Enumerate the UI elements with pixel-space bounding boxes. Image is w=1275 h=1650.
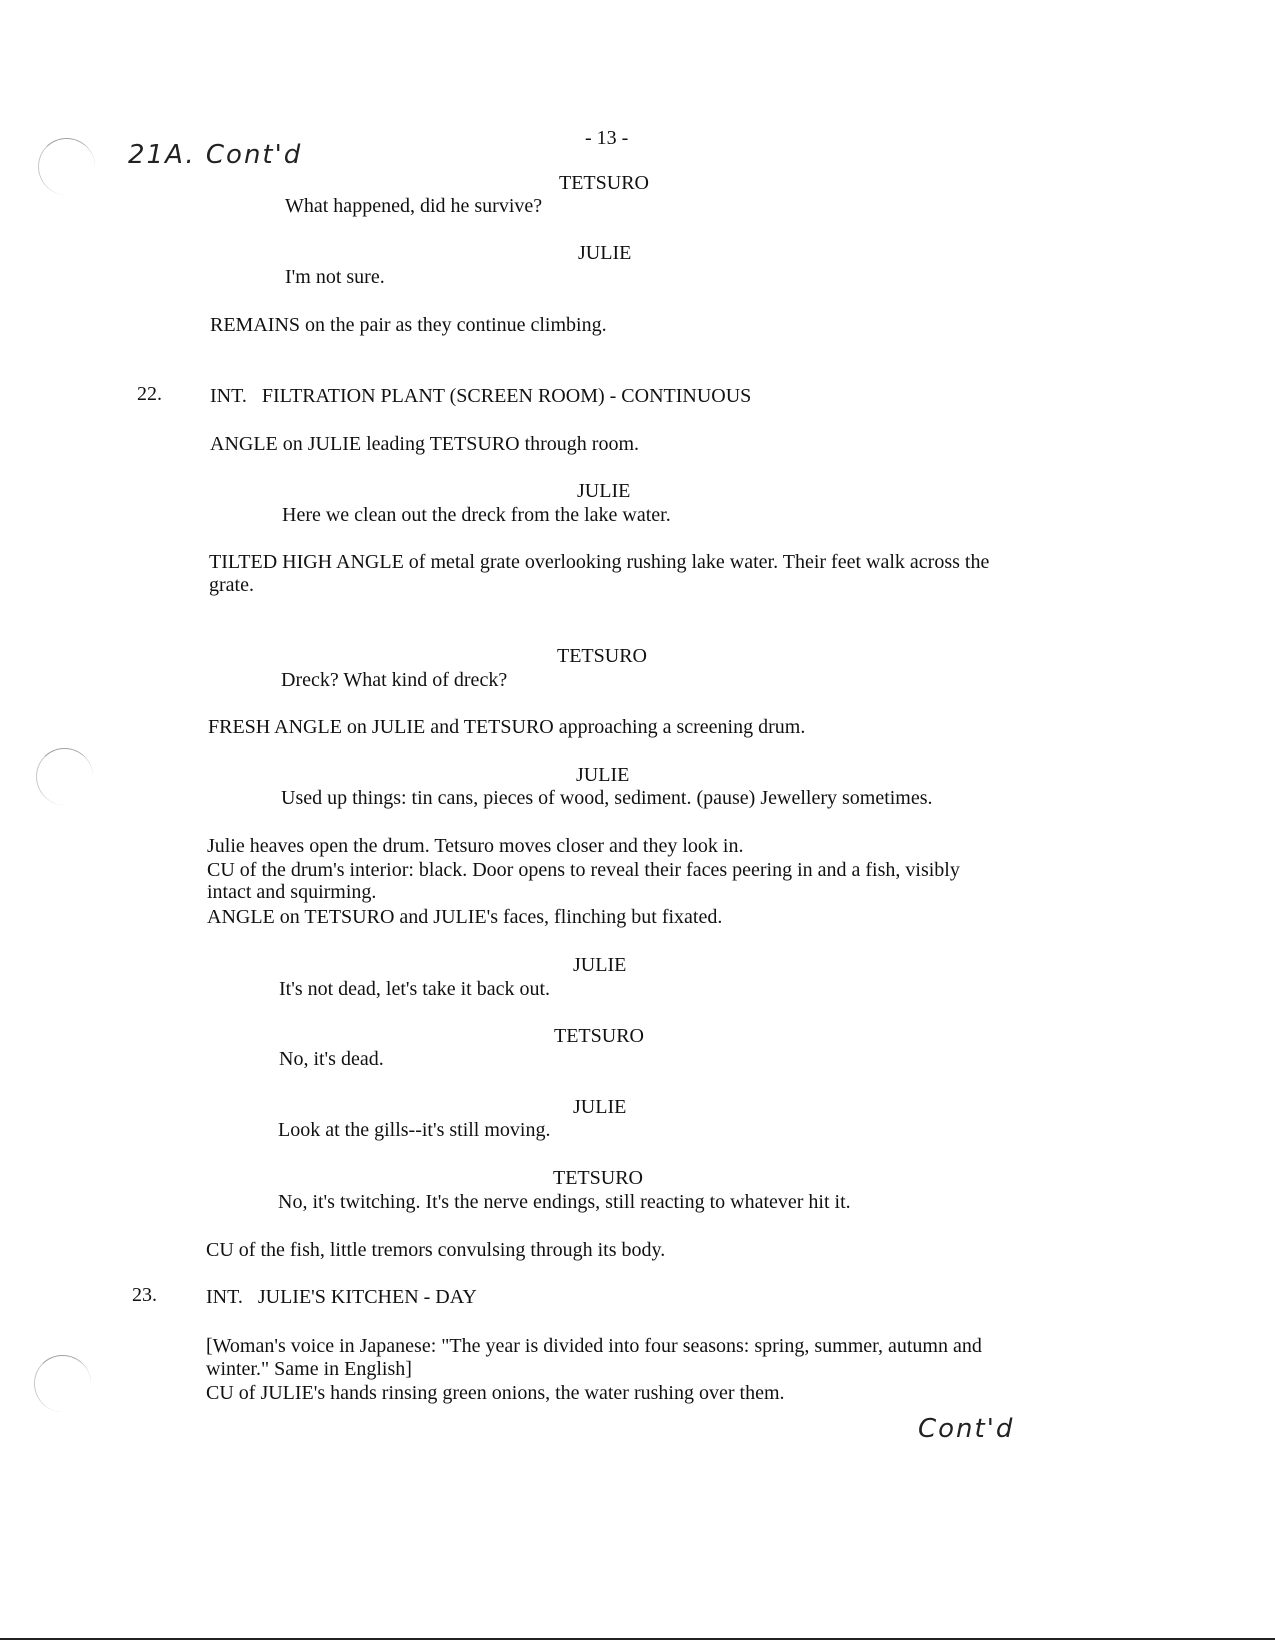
page-number: - 13 - [585, 127, 629, 149]
dialogue-line: No, it's twitching. It's the nerve endings, still reacting to whatever hit it. [278, 1191, 851, 1213]
dialogue-line: I'm not sure. [285, 266, 385, 288]
action-line: TILTED HIGH ANGLE of metal grate overlooking rushing lake water. Their feet walk across the [209, 551, 990, 573]
character-cue: TETSURO [554, 1025, 644, 1047]
scene-number: 23. [132, 1284, 157, 1306]
dialogue-line: It's not dead, let's take it back out. [279, 978, 551, 1000]
character-cue: JULIE [573, 954, 627, 976]
dialogue-line: Look at the gills--it's still moving. [278, 1119, 551, 1141]
page-bottom-edge [0, 1638, 1275, 1640]
handwritten-scene-note: 21A. Cont'd [128, 140, 303, 170]
action-line: CU of the fish, little tremors convulsing through its body. [206, 1239, 666, 1261]
action-line: [Woman's voice in Japanese: "The year is divided into four seasons: spring, summer, autumn and [206, 1335, 982, 1357]
action-line: Julie heaves open the drum. Tetsuro moves closer and they look in. [207, 835, 744, 857]
character-cue: TETSURO [553, 1167, 643, 1189]
dialogue-line: Dreck? What kind of dreck? [281, 669, 508, 691]
action-line: winter." Same in English] [206, 1358, 412, 1380]
character-cue: TETSURO [557, 645, 647, 667]
dialogue-line: Here we clean out the dreck from the lake water. [282, 504, 671, 526]
handwritten-continued-note: Cont'd [918, 1414, 1015, 1444]
character-cue: JULIE [576, 764, 630, 786]
action-line: CU of JULIE's hands rinsing green onions, the water rushing over them. [206, 1382, 785, 1404]
scene-heading: INT. FILTRATION PLANT (SCREEN ROOM) - CONTINUOUS [210, 385, 752, 407]
punch-hole-top [38, 138, 95, 195]
character-cue: JULIE [578, 242, 632, 264]
dialogue-line: Used up things: tin cans, pieces of wood, sediment. (pause) Jewellery sometimes. [281, 787, 933, 809]
dialogue-line: No, it's dead. [279, 1048, 384, 1070]
character-cue: JULIE [573, 1096, 627, 1118]
action-line: grate. [209, 574, 254, 596]
action-line: ANGLE on JULIE leading TETSURO through room. [210, 433, 640, 455]
action-line: REMAINS on the pair as they continue climbing. [210, 314, 607, 336]
action-line: FRESH ANGLE on JULIE and TETSURO approaching a screening drum. [208, 716, 806, 738]
punch-hole-bottom [34, 1355, 91, 1412]
action-line: CU of the drum's interior: black. Door opens to reveal their faces peering in and a fish, visibly [207, 859, 960, 881]
character-cue: JULIE [577, 480, 631, 502]
dialogue-line: What happened, did he survive? [285, 195, 543, 217]
scene-heading: INT. JULIE'S KITCHEN - DAY [206, 1286, 477, 1308]
punch-hole-middle [36, 748, 93, 805]
action-line: intact and squirming. [207, 881, 377, 903]
scene-number: 22. [137, 383, 162, 405]
action-line: ANGLE on TETSURO and JULIE's faces, flinching but fixated. [207, 906, 723, 928]
character-cue: TETSURO [559, 172, 649, 194]
